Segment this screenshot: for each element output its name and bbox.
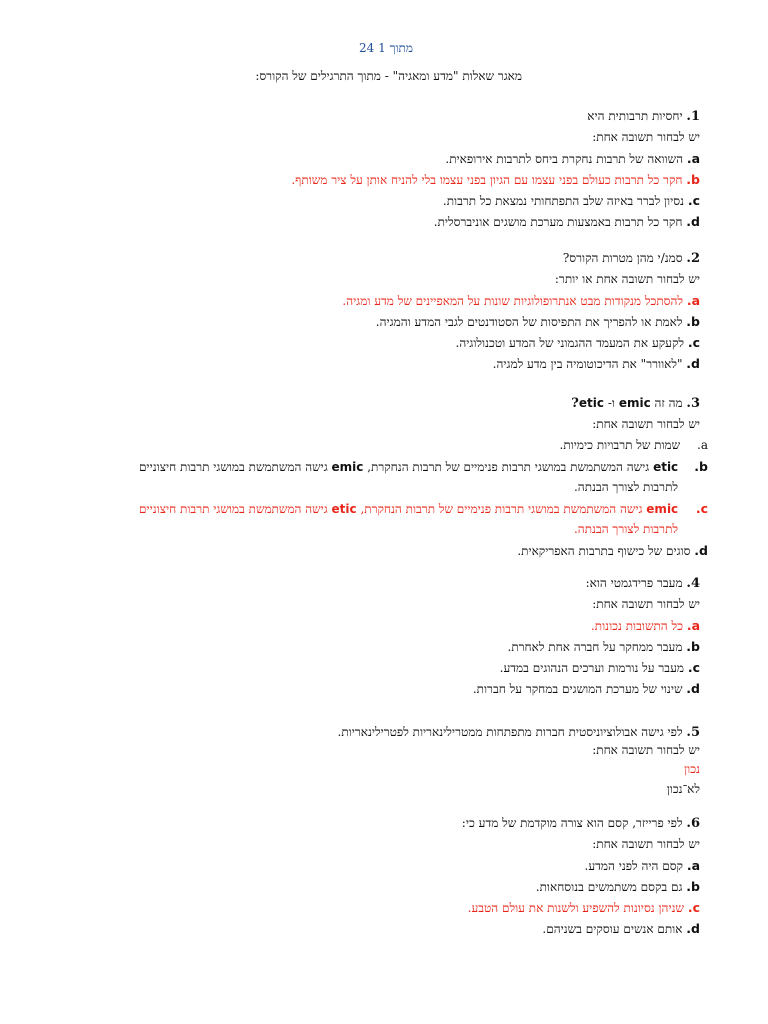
question-text: 1. יחסיות תרבותית היא xyxy=(587,109,700,124)
option-c[interactable]: c. emic גישה המשתמשת במושגי תרבות פנימיים של תרבות הנחקרת, etic גישה המשתמשת במושגי תרבות חיצוניים לתרבות לצורך הבנתה. xyxy=(138,501,708,536)
option-true[interactable]: נכון xyxy=(684,762,700,776)
option-a[interactable]: a. שמות של תרבויות כימיות. xyxy=(559,438,708,452)
option-false[interactable]: לא־נכון xyxy=(666,782,700,796)
option-b[interactable]: b. לאמת או להפריך את התפיסות של הסטודנטים לגבי המדע והמגיה. xyxy=(375,314,700,329)
question-text: 5. לפי גישה אבולוציוניסטית חברות מתפתחות ממטרילינאריות לפטרילינאריות. xyxy=(337,725,700,740)
question-2 xyxy=(342,248,700,374)
question-instruction: יש לבחור תשובה אחת: xyxy=(592,417,700,431)
question-text: 3. מה זה emic ו- etic? xyxy=(571,396,700,411)
option-c[interactable]: c. מעבר על נורמות וערכים הנהוגים במדע. xyxy=(499,660,700,675)
question-instruction: יש לבחור תשובה אחת: xyxy=(592,837,700,851)
option-d[interactable]: d. "לאוורר" את הדיכוטומיה בין מדע למגיה. xyxy=(492,356,700,371)
question-instruction: יש לבחור תשובה אחת או יותר: xyxy=(554,272,700,286)
option-b[interactable]: b. גם בקסם משתמשים בנוסחאות. xyxy=(535,879,700,894)
question-instruction: יש לבחור תשובה אחת: xyxy=(592,130,700,144)
question-text: 2. סמנ/י מהן מטרות הקורס? xyxy=(562,251,700,266)
option-c[interactable]: c. נסיון לברר באיזה שלב התפתחותי נמצאת כל תרבות. xyxy=(442,193,700,208)
document-title: מאגר שאלות "מדע ומאגיה" - מתוך התרגילים של הקורס: xyxy=(255,69,522,83)
option-a[interactable]: a. השוואה של תרבות נחקרת ביחס לתרבות אירופאית. xyxy=(445,151,700,166)
option-c[interactable]: c. שניהן נסיונות להשפיע ולשנות את עולם הטבע. xyxy=(467,900,700,915)
option-d[interactable]: d. שינוי של מערכת המושגים במחקר על חברות. xyxy=(472,681,700,696)
question-text: 6. לפי פרייזר, קסם הוא צורה מוקדמת של מדע כי: xyxy=(461,816,700,831)
question-text: 4. מעבר פרידגמטי הוא: xyxy=(585,576,700,591)
option-a[interactable]: a. להסתכל מנקודות מבט אנתרופולוגיות שונות על המאפיינים של מדע ומגיה. xyxy=(342,293,700,308)
option-b[interactable]: b. etic גישה המשתמשת במושגי תרבות פנימיים של תרבות הנחקרת, emic גישה המשתמשת במושגי תרבות חיצוניים לתרבות לצורך הבנתה. xyxy=(138,459,708,494)
page-number: 24 מתוך 1 xyxy=(359,41,413,55)
question-6 xyxy=(462,813,700,939)
option-b[interactable]: b. חקר כל תרבות כעולם בפני עצמו עם הגיון בפני עצמו בלי להניח אותן על ציר משותף. xyxy=(291,172,700,187)
option-d[interactable]: d. סוגים של כישוף בתרבות האפריקאית. xyxy=(517,543,708,558)
option-a[interactable]: a. כל התשובות נכונות. xyxy=(590,618,700,633)
option-c[interactable]: c. לקעקע את המעמד ההגמוני של המדע וטכנולוגיה. xyxy=(455,335,700,350)
question-3 xyxy=(28,393,708,561)
option-a[interactable]: a. קסם היה לפני המדע. xyxy=(584,858,700,873)
option-b[interactable]: b. מעבר ממחקר על חברה אחת לאחרת. xyxy=(507,639,700,654)
question-1 xyxy=(291,106,700,232)
question-instruction: יש לבחור תשובה אחת: xyxy=(592,743,700,757)
option-d[interactable]: d. חקר כל תרבות באמצעות מערכת מושגים אוניברסלית. xyxy=(433,214,700,229)
question-5 xyxy=(338,724,700,799)
option-d[interactable]: d. אותם אנשים עוסקים בשניהם. xyxy=(542,921,700,936)
question-instruction: יש לבחור תשובה אחת: xyxy=(592,597,700,611)
question-4 xyxy=(473,573,700,699)
